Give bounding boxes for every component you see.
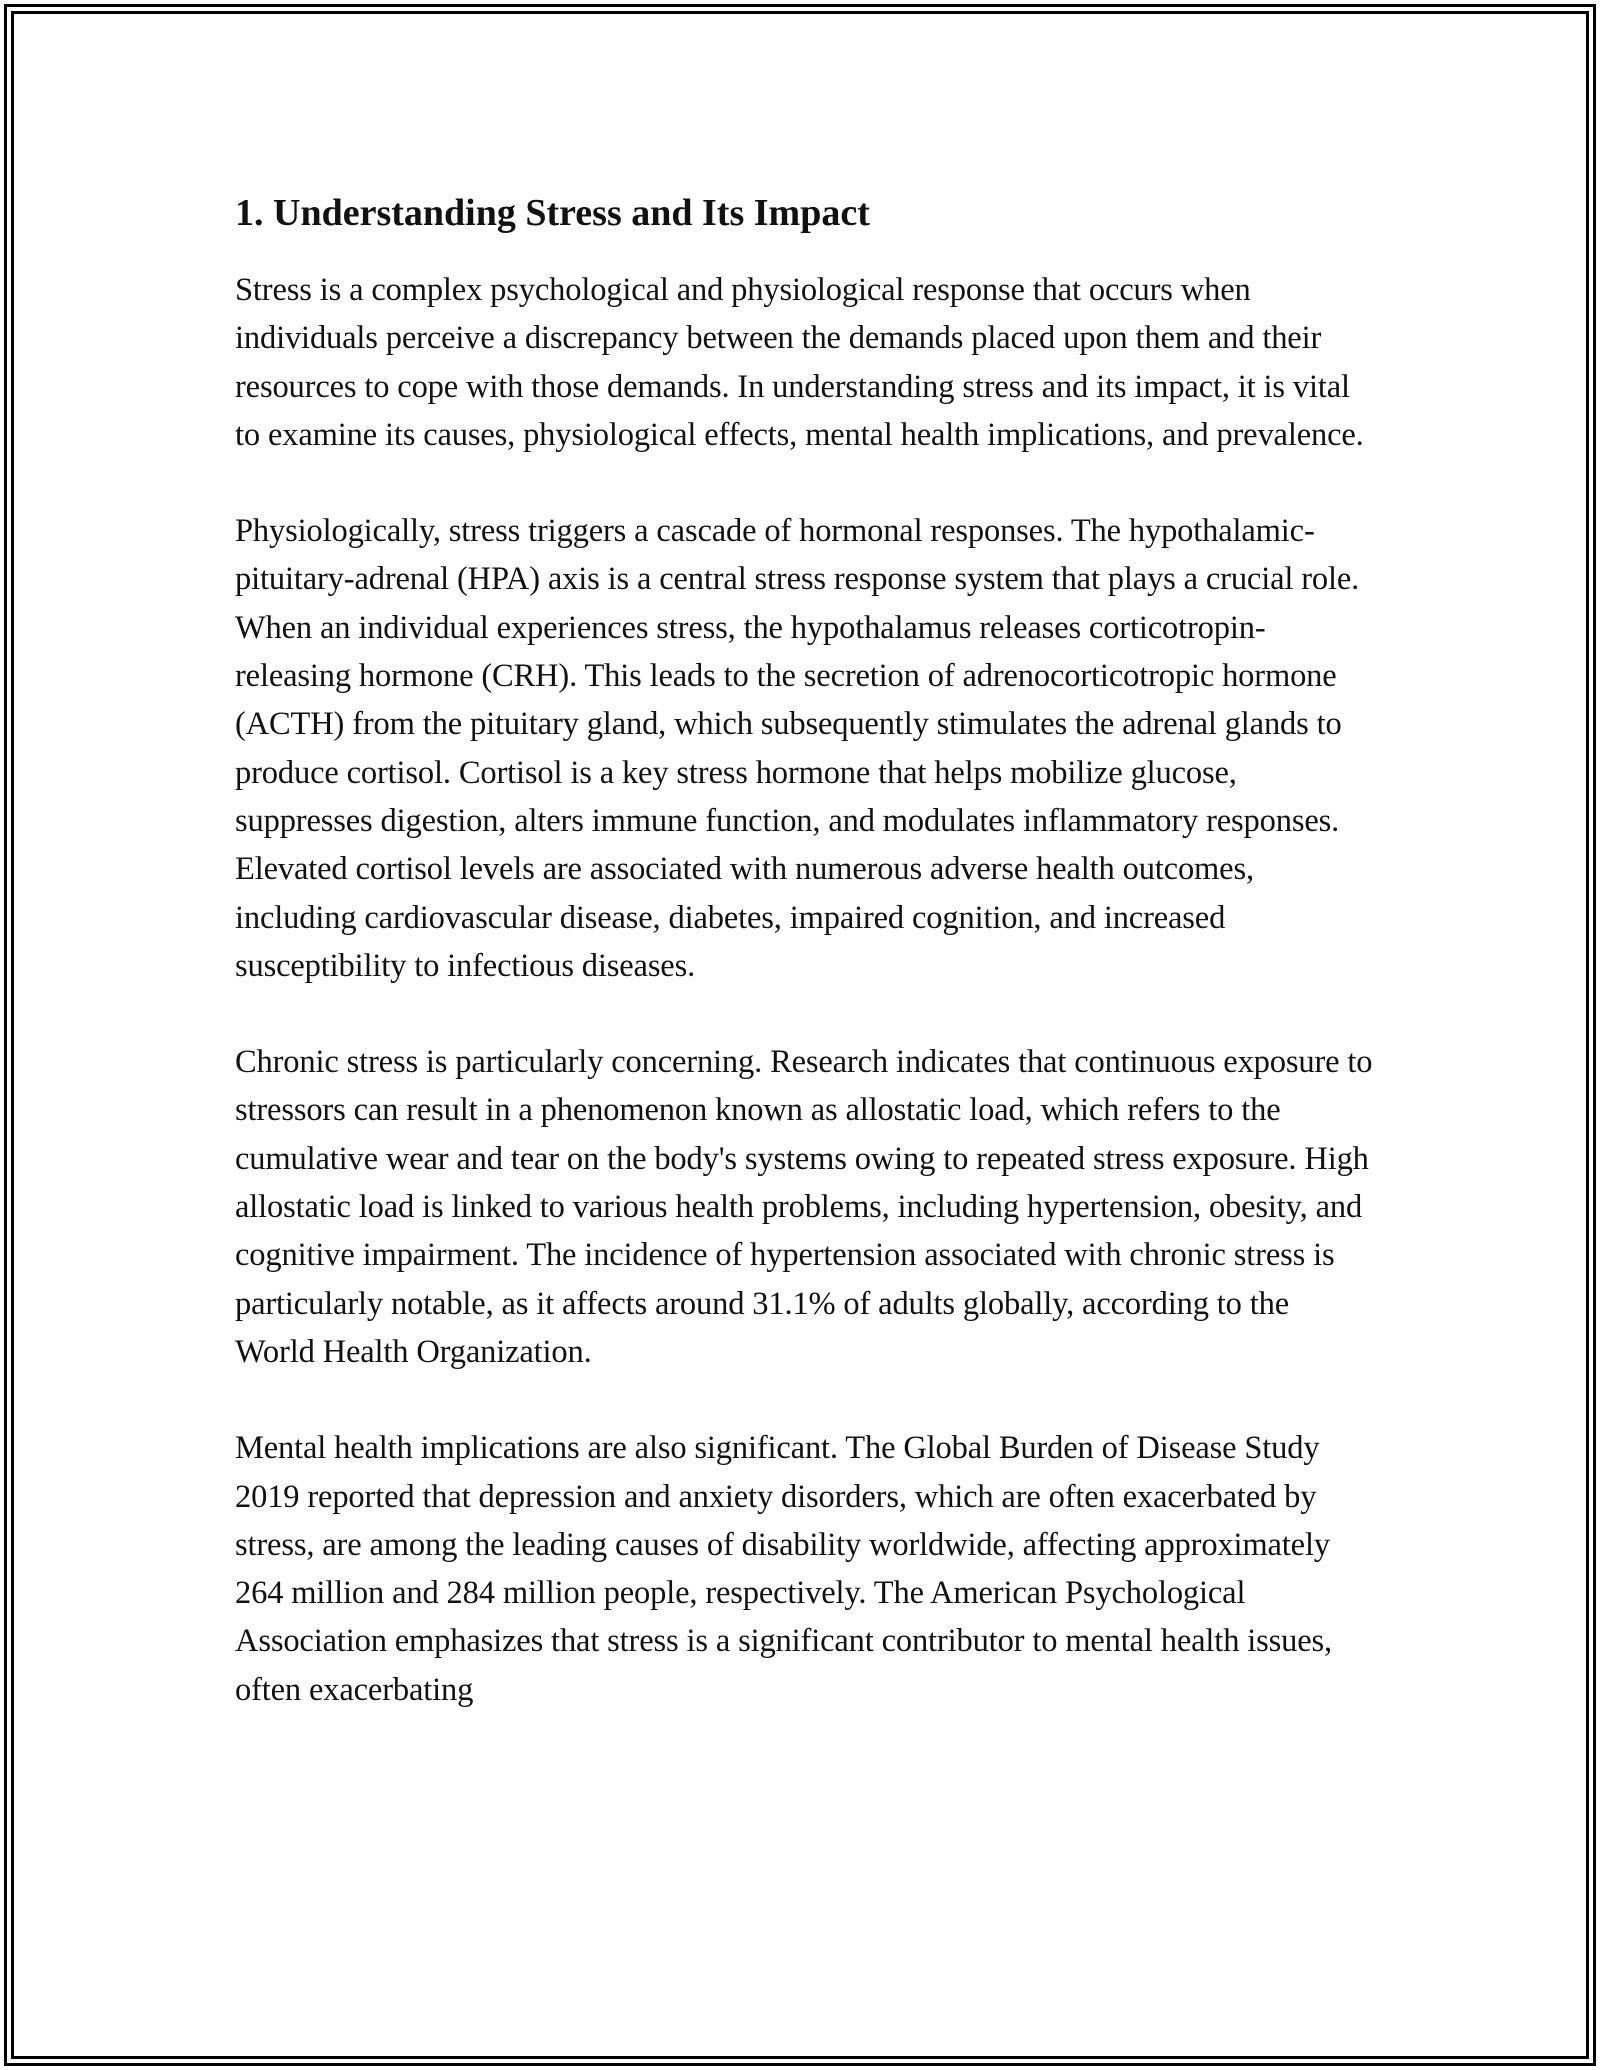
- paragraph-chronic-stress: Chronic stress is particularly concerning. Research indicates that continuous exposure to stressors can result in a phenomenon known as allostatic load, which refers to the cumulative wear and tear on the body's systems owing to repeated stress exposure. High allostatic load is linked to various health problems, including hypertension, obesity, and cognitive impairment. The incidence of hypertension associated with chronic stress is particularly notable, as it affects around 31.1% of adults globally, according to the World Health Organization.: [235, 1044, 1373, 1370]
- section-heading: 1. Understanding Stress and Its Impact: [235, 192, 870, 234]
- paragraph-mental-health: Mental health implications are also significant. The Global Burden of Disease Study 2019 reported that depression and anxiety disorders, which are often exacerbated by stress, are among the leading causes of disability worldwide, affecting approximately 264 million and 284 million people, respectively. The American Psychological Association emphasizes that stress is a significant contributor to mental health issues, often exacerbating: [235, 1430, 1332, 1708]
- document-body: [235, 182, 1375, 1762]
- paragraph-introduction: Stress is a complex psychological and physiological response that occurs when individuals perceive a discrepancy between the demands placed upon them and their resources to cope with those demands. In understanding stress and its impact, it is vital to examine its causes, physiological effects, mental health implications, and prevalence.: [235, 272, 1364, 453]
- paragraph-physiology: Physiologically, stress triggers a cascade of hormonal responses. The hypothalamic-pituitary-adrenal (HPA) axis is a central stress response system that plays a crucial role. When an individual experiences stress, the hypothalamus releases corticotropin-releasing hormone (CRH). This leads to the secretion of adrenocorticotropic hormone (ACTH) from the pituitary gland, which subsequently stimulates the adrenal glands to produce cortisol. Cortisol is a key stress hormone that helps mobilize glucose, suppresses digestion, alters immune function, and modulates inflammatory responses. Elevated cortisol levels are associated with numerous adverse health outcomes, including cardiovascular disease, diabetes, impaired cognition, and increased susceptibility to infectious diseases.: [235, 513, 1360, 984]
